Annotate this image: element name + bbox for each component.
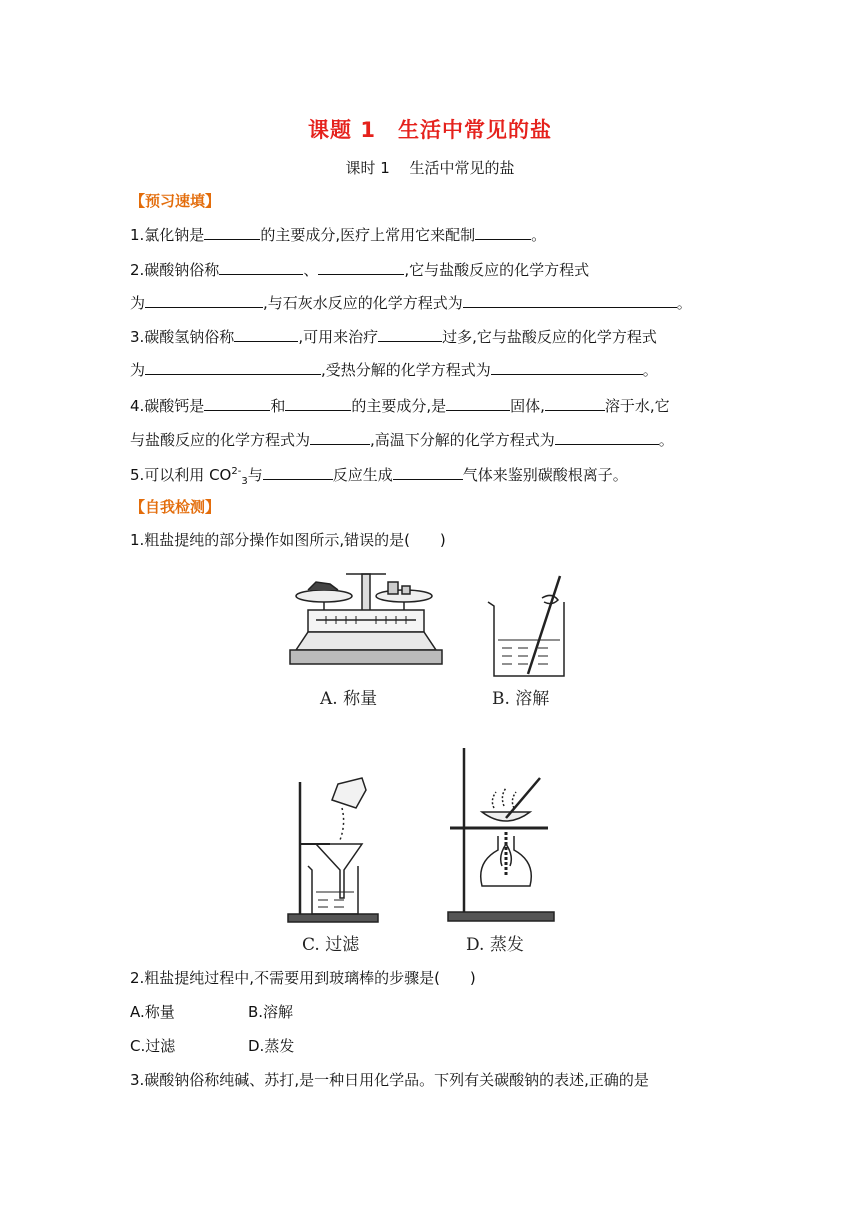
balance-figure	[286, 570, 446, 682]
preview-question-3-cont: 为 ,受热分解的化学方程式为 。	[130, 361, 658, 379]
answer-blank[interactable]	[555, 429, 659, 445]
evaporation-figure	[446, 746, 556, 924]
answer-blank[interactable]	[378, 326, 442, 342]
preview-question-4-cont: 与盐酸反应的化学方程式为 ,高温下分解的化学方程式为 。	[130, 431, 674, 449]
answer-blank[interactable]	[145, 292, 263, 308]
answer-blank[interactable]	[545, 395, 605, 411]
lesson-title: 课题 1 生活中常见的盐	[308, 118, 552, 142]
answer-blank[interactable]	[318, 259, 404, 275]
answer-blank[interactable]	[219, 259, 303, 275]
lesson-subtitle: 课时 1 生活中常见的盐	[345, 159, 515, 177]
answer-blank[interactable]	[475, 224, 531, 240]
answer-blank[interactable]	[263, 464, 333, 480]
selfcheck-question-3: 3.碳酸钠俗称纯碱、苏打,是一种日用化学品。下列有关碳酸钠的表述,正确的是	[130, 1071, 649, 1089]
answer-blank[interactable]	[204, 395, 270, 411]
answer-blank[interactable]	[145, 359, 321, 375]
selfcheck-question-2: 2.粗盐提纯过程中,不需要用到玻璃棒的步骤是( )	[130, 969, 476, 987]
preview-question-5: 5.可以利用 $CO^{2-}_3$与 反应生成 气体来鉴别碳酸根离子。	[130, 466, 628, 487]
option-b: B.溶解	[248, 1003, 294, 1021]
selfcheck-q2-options-row2	[130, 1036, 294, 1056]
answer-blank[interactable]	[204, 224, 260, 240]
figure-c-caption: C. 过滤	[302, 935, 360, 955]
preview-heading: 【预习速填】	[130, 192, 221, 210]
preview-question-1: 1.氯化钠是 的主要成分,医疗上常用它来配制 。	[130, 226, 547, 244]
option-c: C.过滤	[130, 1037, 176, 1055]
preview-question-2: 2.碳酸钠俗称 、 ,它与盐酸反应的化学方程式	[130, 261, 590, 279]
preview-question-3: 3.碳酸氢钠俗称 ,可用来治疗 过多,它与盐酸反应的化学方程式	[130, 328, 657, 346]
option-d: D.蒸发	[248, 1037, 295, 1055]
beaker-dissolve-figure	[482, 572, 574, 682]
answer-blank[interactable]	[463, 292, 677, 308]
answer-blank[interactable]	[285, 395, 351, 411]
preview-question-4: 4.碳酸钙是 和 的主要成分,是 固体, 溶于水,它	[130, 397, 670, 415]
filtration-figure	[286, 770, 380, 924]
answer-blank[interactable]	[491, 359, 643, 375]
figure-a-caption: A. 称量	[320, 689, 378, 709]
answer-blank[interactable]	[310, 429, 370, 445]
selfcheck-question-1: 1.粗盐提纯的部分操作如图所示,错误的是( )	[130, 531, 446, 549]
answer-blank[interactable]	[393, 464, 463, 480]
option-a: A.称量	[130, 1003, 175, 1021]
selfcheck-q2-options-row1	[130, 1002, 293, 1022]
answer-blank[interactable]	[234, 326, 298, 342]
preview-question-2-cont: 为 ,与石灰水反应的化学方程式为 。	[130, 294, 692, 312]
figure-b-caption: B. 溶解	[492, 689, 550, 709]
selfcheck-heading: 【自我检测】	[130, 498, 221, 516]
figure-d-caption: D. 蒸发	[466, 935, 524, 955]
answer-blank[interactable]	[446, 395, 510, 411]
